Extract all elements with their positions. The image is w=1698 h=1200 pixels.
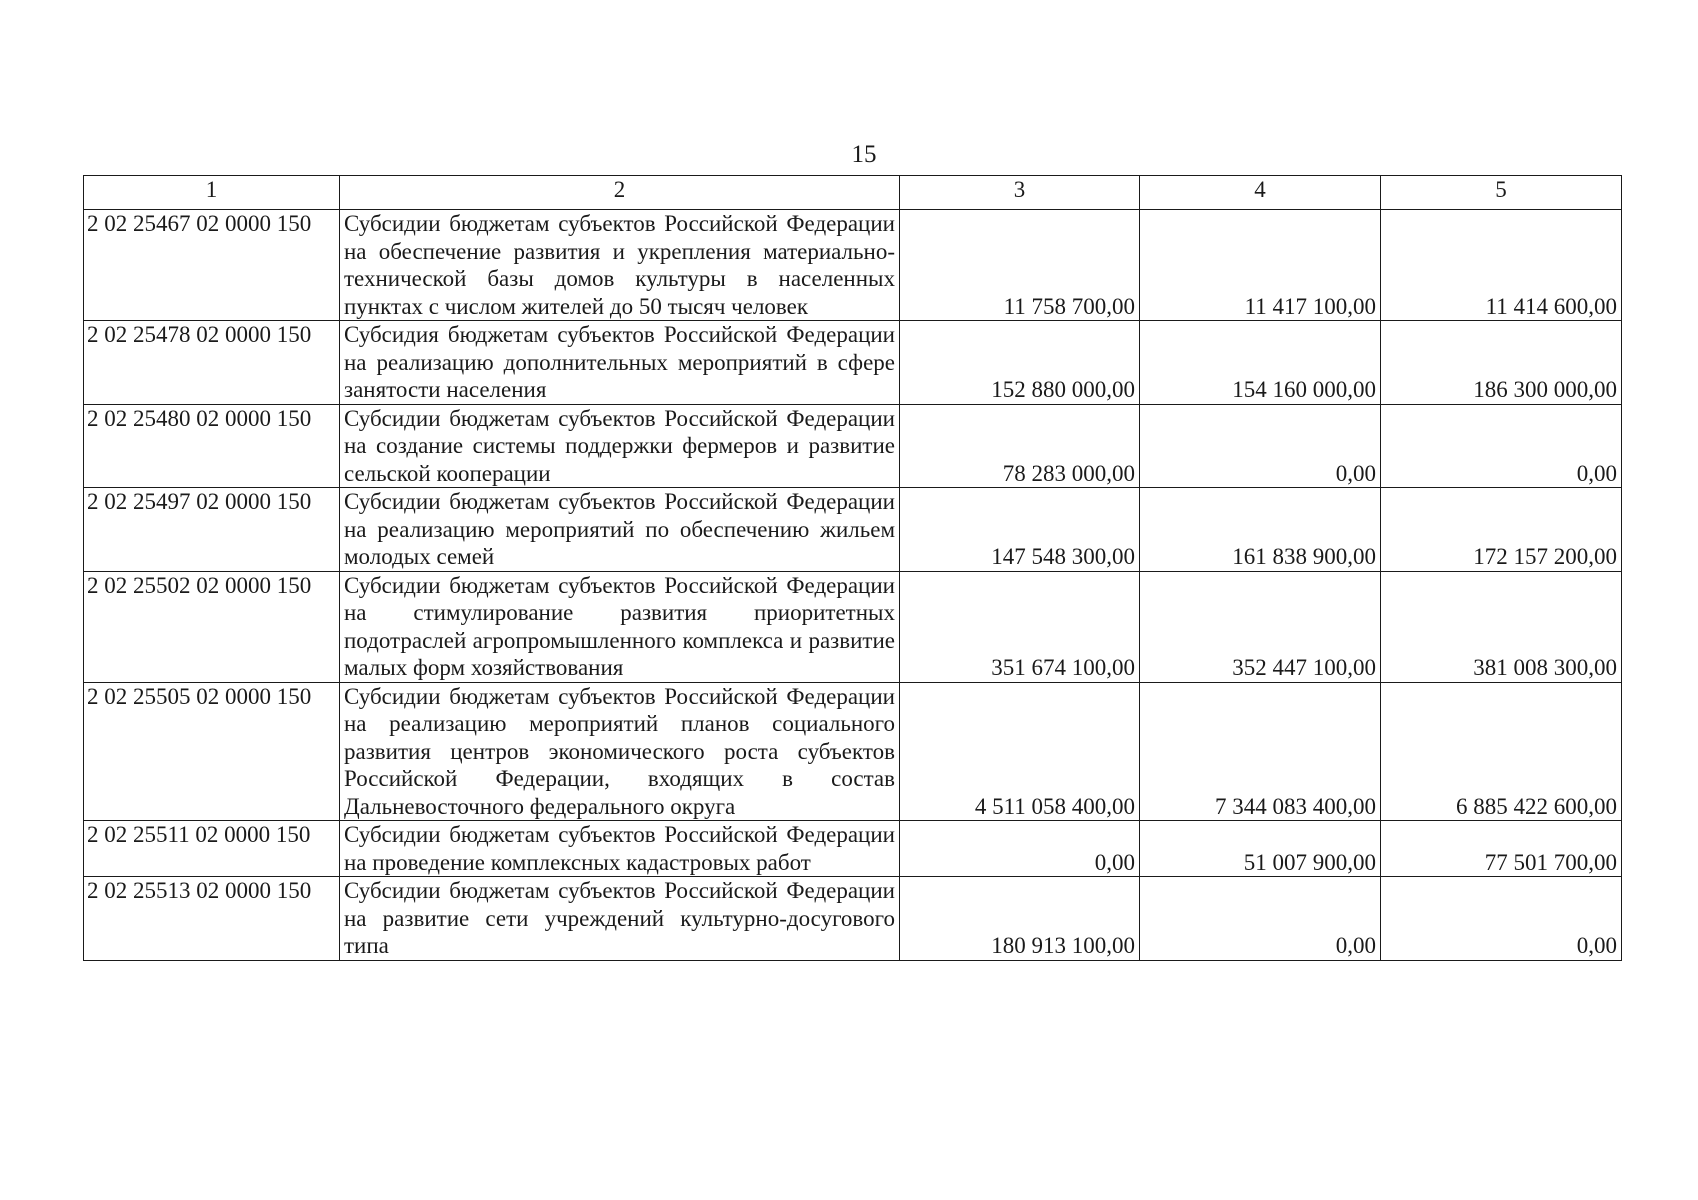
column-header: 4 <box>1140 176 1381 210</box>
value-cell: 7 344 083 400,00 <box>1140 682 1381 821</box>
table-row <box>84 821 1622 877</box>
budget-code-cell: 2 02 25511 02 0000 150 <box>84 821 340 877</box>
column-header: 2 <box>340 176 900 210</box>
table-row <box>84 877 1622 961</box>
value-cell: 147 548 300,00 <box>900 488 1140 572</box>
description-cell: Субсидии бюджетам субъектов Российской Федерации на стимулирование развития приоритетных подотраслей агропромышленного комплекса и развитие малых форм хозяйствования <box>340 571 900 682</box>
header-row <box>84 176 1622 210</box>
column-header: 1 <box>84 176 340 210</box>
table-row <box>84 404 1622 488</box>
value-cell: 186 300 000,00 <box>1381 321 1622 405</box>
table-row <box>84 488 1622 572</box>
value-cell: 180 913 100,00 <box>900 877 1140 961</box>
value-cell: 77 501 700,00 <box>1381 821 1622 877</box>
budget-code-cell: 2 02 25502 02 0000 150 <box>84 571 340 682</box>
value-cell: 0,00 <box>900 821 1140 877</box>
page-number: 15 <box>851 141 877 168</box>
value-cell: 161 838 900,00 <box>1140 488 1381 572</box>
description-cell: Субсидии бюджетам субъектов Российской Федерации на реализацию мероприятий планов социального развития центров экономического роста субъектов Российской Федерации, входящих в состав Дальневосточного федерального округа <box>340 682 900 821</box>
value-cell: 78 283 000,00 <box>900 404 1140 488</box>
value-cell: 0,00 <box>1140 877 1381 961</box>
value-cell: 51 007 900,00 <box>1140 821 1381 877</box>
table-row <box>84 571 1622 682</box>
value-cell: 0,00 <box>1381 404 1622 488</box>
value-cell: 11 758 700,00 <box>900 210 1140 321</box>
value-cell: 6 885 422 600,00 <box>1381 682 1622 821</box>
description-cell: Субсидия бюджетам субъектов Российской Федерации на реализацию дополнительных мероприятий в сфере занятости населения <box>340 321 900 405</box>
budget-code-cell: 2 02 25467 02 0000 150 <box>84 210 340 321</box>
value-cell: 152 880 000,00 <box>900 321 1140 405</box>
value-cell: 154 160 000,00 <box>1140 321 1381 405</box>
table-row <box>84 682 1622 821</box>
value-cell: 4 511 058 400,00 <box>900 682 1140 821</box>
value-cell: 172 157 200,00 <box>1381 488 1622 572</box>
value-cell: 0,00 <box>1381 877 1622 961</box>
budget-code-cell: 2 02 25497 02 0000 150 <box>84 488 340 572</box>
budget-code-cell: 2 02 25513 02 0000 150 <box>84 877 340 961</box>
budget-code-cell: 2 02 25478 02 0000 150 <box>84 321 340 405</box>
budget-code-cell: 2 02 25480 02 0000 150 <box>84 404 340 488</box>
value-cell: 0,00 <box>1140 404 1381 488</box>
description-cell: Субсидии бюджетам субъектов Российской Федерации на реализацию мероприятий по обеспечению жильем молодых семей <box>340 488 900 572</box>
value-cell: 11 417 100,00 <box>1140 210 1381 321</box>
value-cell: 11 414 600,00 <box>1381 210 1622 321</box>
description-cell: Субсидии бюджетам субъектов Российской Федерации на обеспечение развития и укрепления материально-технической базы домов культуры в населенных пунктах с числом жителей до 50 тысяч человек <box>340 210 900 321</box>
budget-code-cell: 2 02 25505 02 0000 150 <box>84 682 340 821</box>
table-row <box>84 321 1622 405</box>
budget-table <box>83 175 1622 961</box>
value-cell: 381 008 300,00 <box>1381 571 1622 682</box>
column-header: 3 <box>900 176 1140 210</box>
description-cell: Субсидии бюджетам субъектов Российской Федерации на проведение комплексных кадастровых работ <box>340 821 900 877</box>
description-cell: Субсидии бюджетам субъектов Российской Федерации на развитие сети учреждений культурно-досугового типа <box>340 877 900 961</box>
description-cell: Субсидии бюджетам субъектов Российской Федерации на создание системы поддержки фермеров и развитие сельской кооперации <box>340 404 900 488</box>
value-cell: 352 447 100,00 <box>1140 571 1381 682</box>
value-cell: 351 674 100,00 <box>900 571 1140 682</box>
column-header: 5 <box>1381 176 1622 210</box>
table-row <box>84 210 1622 321</box>
